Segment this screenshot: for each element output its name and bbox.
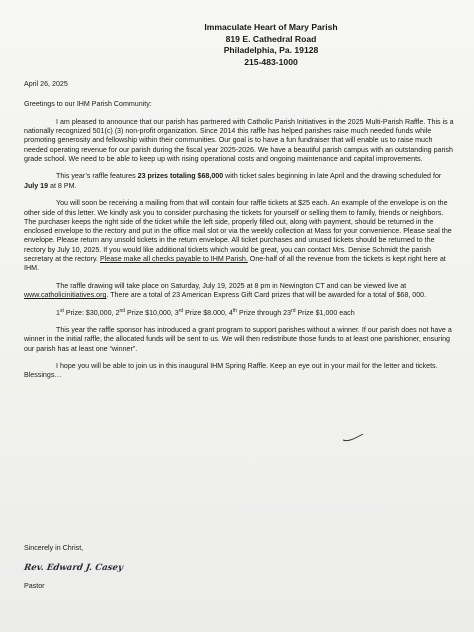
- text-run: The raffle drawing will take place on Saturday, July 19, 2025 at 8 pm in Newington CT and can be viewed live at: [56, 281, 407, 290]
- text-run: at 8 PM.: [48, 181, 77, 190]
- text-run: 2: [115, 308, 120, 317]
- greeting: Greetings to our IHM Parish Community:: [24, 100, 152, 109]
- letter-body: [24, 80, 454, 389]
- text-run: This year’s raffle features: [56, 172, 138, 181]
- ordinal: st: [59, 307, 64, 314]
- signature: Rev. Edward J. Casey: [23, 563, 124, 573]
- ordinal: rd: [178, 307, 184, 314]
- text-run: 3: [174, 308, 179, 317]
- letterhead: [196, 22, 346, 68]
- signer-title: Pastor: [24, 582, 45, 590]
- first-prize: Prize: $30,000,: [63, 308, 116, 317]
- paragraph-grant: This year the raffle sponsor has introduced a grant program to support parishes without a winner. If our parish does not have a winner in the initial raffle, the allocated funds will be sent to us. We will then redistribute those funds to at least one parishioner, ensuring our parish has at least one “winner”.: [24, 326, 452, 353]
- text-run: with ticket sales beginning in late April and the drawing scheduled for: [223, 172, 442, 181]
- prize-total: 23 prizes totaling $68,000: [137, 172, 224, 181]
- text-run: You will soon be receiving a mailing from that will contain four raffle tickets at $25 each. An example of the envelope is on the other side of this letter. We kindly ask you to consider purchasing the tickets for yourself or selling them to family, friends or neighbors. The purchaser keeps the right side of the ticket while the left side, properly filled out, along with payment, should be returned in the enclosed envelope to the rectory and put in the office mail slot or via the weekly collection at Mass for your convenience. Please seal the envelope. Please return any unsold tickets in the return envelope. All ticket purchases and unused tickets should be returned to the rectory by July 10, 2025. If you would like additional tickets which would be great, you can contact Mrs. Denise Schmidt the parish secretary at the rectory.: [24, 199, 452, 264]
- paragraph-tickets: [24, 199, 454, 273]
- prize-list: [24, 309, 454, 318]
- parish-address: 819 E. Cathedral Road: [225, 33, 317, 44]
- parish-name: Immaculate Heart of Mary Parish: [204, 22, 338, 32]
- checks-payable-note: Please make all checks payable to IHM Parish.: [99, 255, 248, 264]
- text-run: 4: [228, 308, 233, 317]
- paragraph-closing: I hope you will be able to join us in this inaugural IHM Spring Raffle. Keep an eye out in your mail for the letter and tickets. Blessings…: [24, 362, 438, 380]
- parish-city: Philadelphia, Pa. 19128: [223, 45, 319, 56]
- text-run: One-half of all the revenue from the tickets is kept right here at IHM.: [24, 255, 446, 273]
- pen-mark-icon: [342, 433, 364, 443]
- third-prize: Prize $8.000,: [183, 308, 229, 317]
- ordinal: rd: [291, 307, 296, 314]
- fourth-prize: Prize through 23: [237, 308, 292, 317]
- closing: Sincerely in Christ,: [24, 544, 84, 552]
- ordinal: th: [232, 307, 237, 314]
- parish-phone: 215-483-1000: [244, 56, 298, 67]
- website-link[interactable]: www.catholicinitiatives.org: [24, 291, 107, 300]
- drawing-date: July 19: [24, 181, 49, 190]
- letter-date: April 26, 2025: [24, 80, 68, 88]
- paragraph-drawing: [24, 282, 454, 301]
- paragraph-intro: I am pleased to announce that our parish has partnered with Catholic Parish Initiatives in the 2025 Multi-Parish Raffle. This is a nationally recognized 501(c) (3) non-profit organization. Since 2014 this raffle has helped parishes raise much needed funds while promoting generosity and fellowship within their communities. Our goal is to have a fun fundraiser that will enable us to raise much needed operating revenue for our parish during the fiscal year 2025-2026. We have a beautiful parish campus with an outstanding parish grade school. We need to be able to keep up with rising operational costs and ongoing maintenance and capital improvements.: [24, 117, 454, 163]
- text-run: . There are a total of 23 American Express Gift Card prizes that will be awarded for a total of $68, 000.: [106, 291, 427, 300]
- text-run: 1: [56, 308, 60, 317]
- fourth-prize-amount: Prize $1,000 each: [295, 308, 355, 317]
- second-prize: Prize $10,000,: [125, 308, 175, 317]
- paragraph-prizes-summary: [24, 172, 454, 191]
- ordinal: nd: [119, 307, 126, 314]
